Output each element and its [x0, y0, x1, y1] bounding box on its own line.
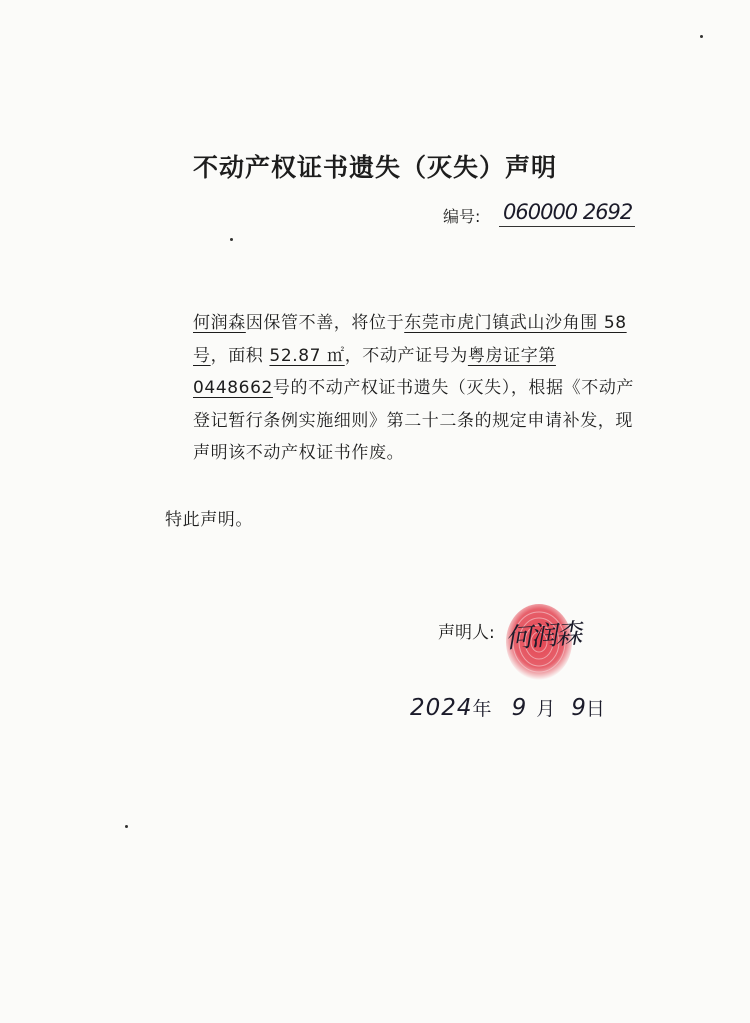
- body-segment-2: ，面积: [210, 345, 270, 366]
- closing-statement: 特此声明。: [165, 510, 253, 530]
- property-area: 52.87 ㎡: [269, 345, 345, 366]
- body-segment-3: ，不动产证号为: [344, 345, 468, 366]
- date-day: 9: [571, 695, 586, 721]
- scan-speck: [230, 238, 233, 241]
- scan-speck: [125, 825, 128, 828]
- document-number-value: 060000 2692: [503, 200, 633, 224]
- certificate-number: 粤房证字第 0448662: [193, 345, 556, 399]
- declarant-label: 声明人:: [438, 623, 495, 643]
- declaration-body: [120, 307, 640, 470]
- body-segment-1: 因保管不善，将位于: [245, 313, 405, 333]
- document-number-underline: [499, 226, 635, 227]
- body-segment-4: 号的不动产权证书遗失（灭失），根据《不动产登记暂行条例实施细则》第二十二条的规定申请补发，现声明该不动产权证书作废。: [193, 378, 635, 464]
- scan-speck: [700, 35, 703, 38]
- declarant-signature: 何润森: [504, 618, 582, 655]
- date-year-char: 年: [472, 698, 492, 720]
- declarant-name: 何润森: [193, 313, 246, 333]
- date-month-char: 月: [536, 698, 556, 720]
- date-month: 9: [511, 695, 527, 721]
- property-address: 东莞市虎门镇武山沙角围 58 号: [193, 313, 627, 366]
- date-day-char: 日: [585, 698, 605, 720]
- page-title: 不动产权证书遗失（灭失）声明: [192, 153, 557, 182]
- declaration-date: [410, 694, 605, 721]
- date-year: 2024: [410, 695, 473, 721]
- document-number-label: 编号:: [443, 207, 481, 226]
